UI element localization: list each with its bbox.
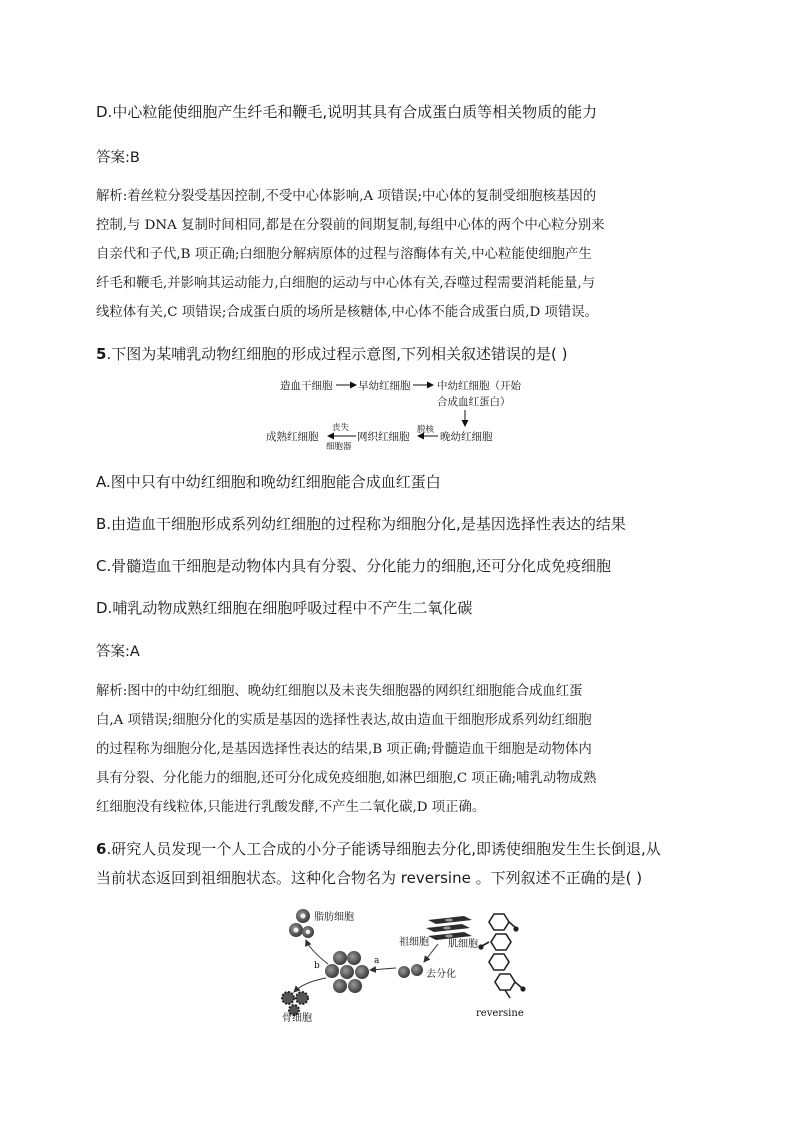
explanation-label: 解析	[96, 189, 123, 204]
node-proerythroblast: 早幼红细胞	[358, 380, 411, 392]
explanation-line: 的过程称为细胞分化,是基因选择性表达的结果,B 项正确;骨髓造血干细胞是动物体内	[96, 742, 592, 757]
node-reticulocyte: 网织红细胞	[357, 431, 410, 443]
q5-stem-text: .下图为某哺乳动物红细胞的形成过程示意图,下列相关叙述错误的是( )	[106, 345, 568, 363]
arrow-a	[370, 968, 396, 970]
explanation-line: 具有分裂、分化能力的细胞,还可分化成免疫细胞,如淋巴细胞,C 项正确;哺乳动物成熟	[96, 771, 597, 786]
q5-number: 5	[96, 345, 107, 363]
label-bone-cell: 骨细胞	[282, 1013, 312, 1024]
q4-option-d: D.中心粒能使细胞产生纤毛和鞭毛,说明其具有合成蛋白质等相关物质的能力	[96, 103, 598, 121]
label-reversine: reversine	[476, 1008, 524, 1019]
progenitor-cell-illustration	[398, 964, 423, 978]
q5-option-d: D.哺乳动物成熟红细胞在细胞呼吸过程中不产生二氧化碳	[96, 599, 473, 617]
node-polychromatic-line2: 合成血红蛋白）	[437, 396, 511, 408]
node-orthochromatic: 晚幼红细胞	[440, 431, 493, 443]
label-arrow-a: a	[374, 956, 380, 966]
node-polychromatic-line1: 中幼红细胞（开始	[437, 380, 521, 392]
explanation-line: 自亲代和子代,B 项正确;白细胞分解病原体的过程与溶酶体有关,中心粒能使细胞产生	[96, 247, 592, 262]
explanation-line: 白,A 项错误;细胞分化的实质是基因的选择性表达,故由造血干细胞形成系列幼红细胞	[96, 713, 592, 728]
label-dedifferentiation: 去分化	[426, 969, 456, 980]
explanation-line: 线粒体有关,C 项错误;合成蛋白质的场所是核糖体,中心体不能合成蛋白质,D 项错误。	[96, 305, 599, 320]
progenitor-cluster-illustration	[325, 951, 369, 993]
explanation-line: 纤毛和鞭毛,并影响其运动能力,白细胞的运动与中心体有关,吞噬过程需要消耗能量,与	[96, 276, 596, 291]
node-mature-erythrocyte: 成熟红细胞	[266, 431, 319, 443]
bone-cells-illustration	[282, 992, 308, 1015]
explanation-line: 控制,与 DNA 复制时间相同,都是在分裂前的间期复制,每组中心体的两个中心粒分别来	[96, 218, 605, 233]
edge-label-lose: 丧失	[332, 423, 350, 433]
label-progenitor: 祖细胞	[399, 937, 429, 948]
q5-answer: 答案:A	[96, 644, 140, 660]
q5-option-b: B.由造血干细胞形成系列幼红细胞的过程称为细胞分化,是基因选择性表达的结果	[96, 515, 626, 533]
dedifferentiation-figure	[268, 906, 538, 1024]
label-muscle-cell: 肌细胞	[448, 939, 478, 950]
q5-stem	[96, 343, 567, 364]
q4-explanation	[96, 182, 605, 327]
label-fat-cell: 脂肪细胞	[314, 912, 354, 923]
fat-cells-illustration	[289, 909, 314, 938]
q6-stem-line1	[96, 838, 661, 859]
erythrocyte-formation-diagram	[260, 374, 530, 450]
reversine-molecule-illustration	[479, 914, 525, 998]
q6-number: 6	[96, 840, 107, 858]
q5-option-c: C.骨髓造血干细胞是动物体内具有分裂、分化能力的细胞,还可分化成免疫细胞	[96, 557, 612, 575]
explanation-line: :图中的中幼红细胞、晚幼红细胞以及未丧失细胞器的网织红细胞能合成血红蛋	[122, 684, 583, 699]
edge-label-enucleation: 脱核	[417, 425, 435, 435]
muscle-cells-illustration	[426, 916, 472, 940]
explanation-line: :着丝粒分裂受基因控制,不受中心体影响,A 项错误;中心体的复制受细胞核基因的	[122, 189, 597, 204]
q6-stem-text: .研究人员发现一个人工合成的小分子能诱导细胞去分化,即诱使细胞发生生长倒退,从	[106, 840, 661, 858]
q5-option-a: A.图中只有中幼红细胞和晚幼红细胞能合成血红蛋白	[96, 473, 441, 491]
label-arrow-b: b	[314, 961, 320, 971]
q4-answer: 答案:B	[96, 150, 140, 166]
explanation-line: 红细胞没有线粒体,只能进行乳酸发酵,不产生二氧化碳,D 项正确。	[96, 800, 486, 815]
q5-explanation	[96, 677, 596, 822]
explanation-label: 解析	[96, 684, 123, 699]
q6-stem-line2: 当前状态返回到祖细胞状态。这种化合物名为 reversine 。下列叙述不正确的是( )	[96, 869, 643, 887]
node-hematopoietic-stem-cell: 造血干细胞	[280, 380, 333, 392]
edge-label-organelles: 细胞器	[326, 442, 352, 450]
arrow-b-down	[294, 978, 326, 992]
